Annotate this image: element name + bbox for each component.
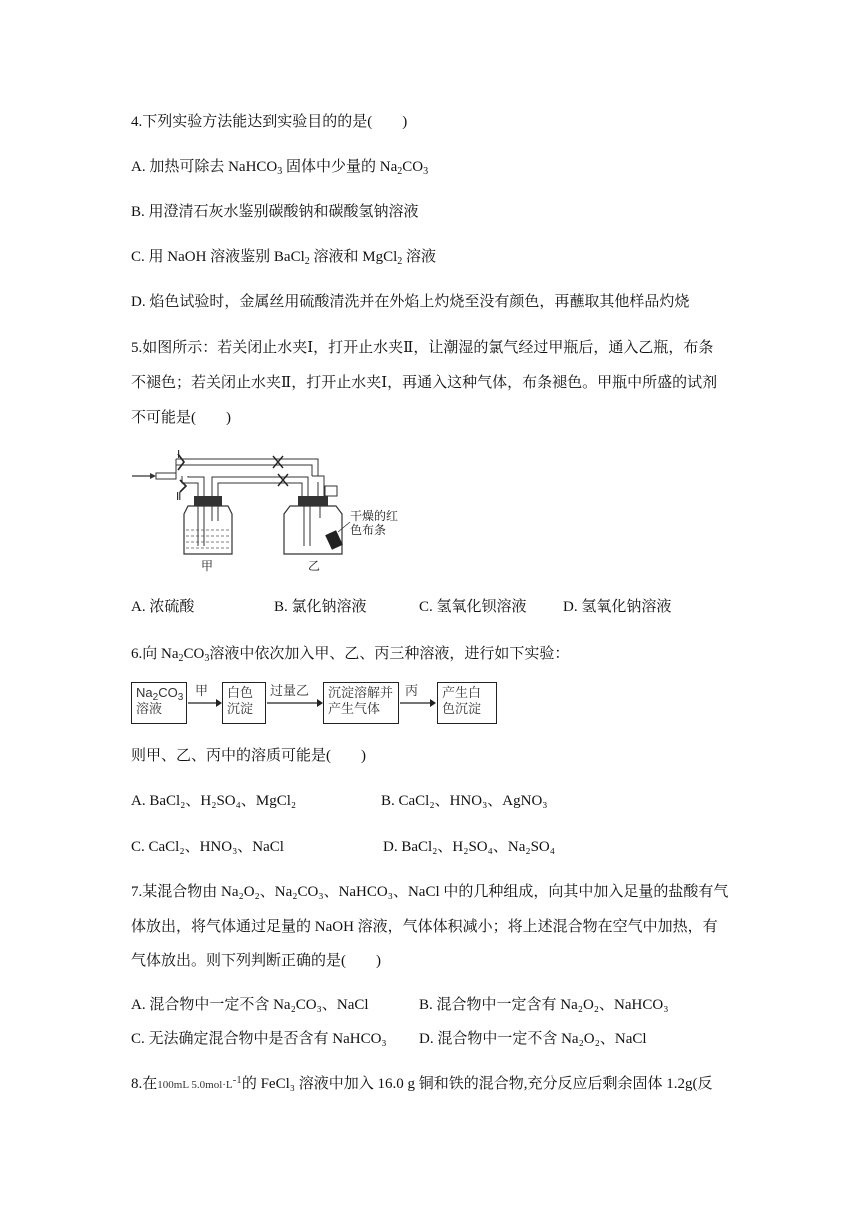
q4-option-b: B. 用澄清石灰水鉴别碳酸钠和碳酸氢钠溶液 — [131, 204, 419, 220]
q7-options-row1 — [131, 995, 731, 1015]
flow-box-white-precipitate: 白色沉淀 — [222, 682, 266, 724]
q5-stem-line2: 不褪色；若关闭止水夹Ⅱ，打开止水夹Ⅰ，再通入这种气体，布条褪色。甲瓶中所盛的试剂 — [131, 375, 718, 391]
q7-option-a: A. 混合物中一定不含 Na₂CO₃、NaCl — [131, 997, 369, 1013]
q4-option-d: D. 焰色试验时，金属丝用硫酸清洗并在外焰上灼烧至没有颜色，再蘸取其他样品灼烧 — [131, 294, 690, 310]
q5-options — [131, 597, 731, 617]
q6-question: 则甲、乙、丙中的溶质可能是( ) — [131, 748, 366, 764]
q5-option-c: C. 氢氧化钡溶液 — [419, 599, 527, 615]
q5-stem-line1: 5.如图所示：若关闭止水夹Ⅰ，打开止水夹Ⅱ，让潮湿的氯气经过甲瓶后，通入乙瓶，布条 — [131, 340, 714, 356]
q5-apparatus-diagram — [128, 446, 428, 576]
q6-options-row1 — [131, 791, 731, 811]
clamp-i-label: Ⅰ — [177, 449, 181, 461]
strip-label-2: 色布条 — [350, 523, 387, 537]
q7-stem-line2: 体放出，将气体通过足量的 NaOH 溶液，气体体积减小；将上述混合物在空气中加热，有 — [131, 919, 718, 935]
q4-option-a: A. 加热可除去 NaHCO$_3$ 固体中少量的 $Na_2CO_3$ — [131, 159, 429, 177]
q6-option-b: B. CaCl₂、HNO₃、AgNO₃ — [381, 793, 548, 809]
q4-stem: 4.下列实验方法能达到实验目的的是( ) — [131, 114, 408, 130]
flow-arrow-3-label: 丙 — [405, 683, 419, 698]
q4-option-c: C. 用 NaOH 溶液鉴别 BaCl$_2$ 溶液和 MgCl$_2$ 溶液 — [131, 249, 437, 267]
flow-box-white-precipitate-2: 产生白色沉淀 — [437, 682, 497, 724]
clamp-ii-label: Ⅱ — [176, 491, 182, 503]
flow-box-na2co3: $Na_2CO_3$ 溶液 — [131, 682, 187, 724]
flow-arrow-2-label: 过量乙 — [270, 683, 310, 698]
q5-option-d: D. 氢氧化钠溶液 — [563, 599, 672, 615]
q6-options-row2 — [131, 837, 731, 857]
bottle-yi-label: 乙 — [308, 559, 321, 573]
q5-option-b: B. 氯化钠溶液 — [274, 599, 367, 615]
q7-stem-line1: 7.某混合物由 Na₂O₂、Na₂CO₃、NaHCO₃、NaCl 中的几种组成，向其中加入足量的盐酸有气 — [131, 884, 729, 900]
q7-options-row2 — [131, 1029, 731, 1049]
q6-option-c: C. CaCl₂、HNO₃、NaCl — [131, 839, 284, 855]
q5-stem-line3: 不可能是( ) — [131, 410, 231, 426]
q6-option-d: D. BaCl₂、H₂SO₄、Na₂SO₄ — [383, 839, 555, 855]
flow-arrow-1-label: 甲 — [195, 683, 209, 698]
q7-option-b: B. 混合物中一定含有 Na₂O₂、NaHCO₃ — [419, 997, 669, 1013]
q6-stem: 6.向 $Na_2CO_3$溶液中依次加入甲、乙、丙三种溶液，进行如下实验： — [131, 646, 570, 664]
q8-stem: 8.在100mL $5.0mol\cdot L^{-1}$的 FeCl₃ 溶液中加入 16.0 g 铜和铁的混合物,充分反应后剩余固体 1.2g(反 — [131, 1074, 713, 1092]
q7-option-d: D. 混合物中一定不含 Na₂O₂、NaCl — [419, 1031, 647, 1047]
q6-flowchart — [131, 680, 501, 728]
q7-stem-line3: 气体放出。则下列判断正确的是( ) — [131, 953, 381, 969]
strip-label-1: 干燥的红 — [350, 509, 399, 523]
q7-option-c: C. 无法确定混合物中是否含有 NaHCO₃ — [131, 1031, 387, 1047]
flow-box-dissolve-gas: 沉淀溶解并产生气体 — [323, 682, 399, 724]
q6-option-a: A. BaCl₂、H₂SO₄、MgCl₂ — [131, 793, 297, 809]
bottle-jia-label: 甲 — [201, 559, 214, 573]
q5-option-a: A. 浓硫酸 — [131, 599, 195, 615]
